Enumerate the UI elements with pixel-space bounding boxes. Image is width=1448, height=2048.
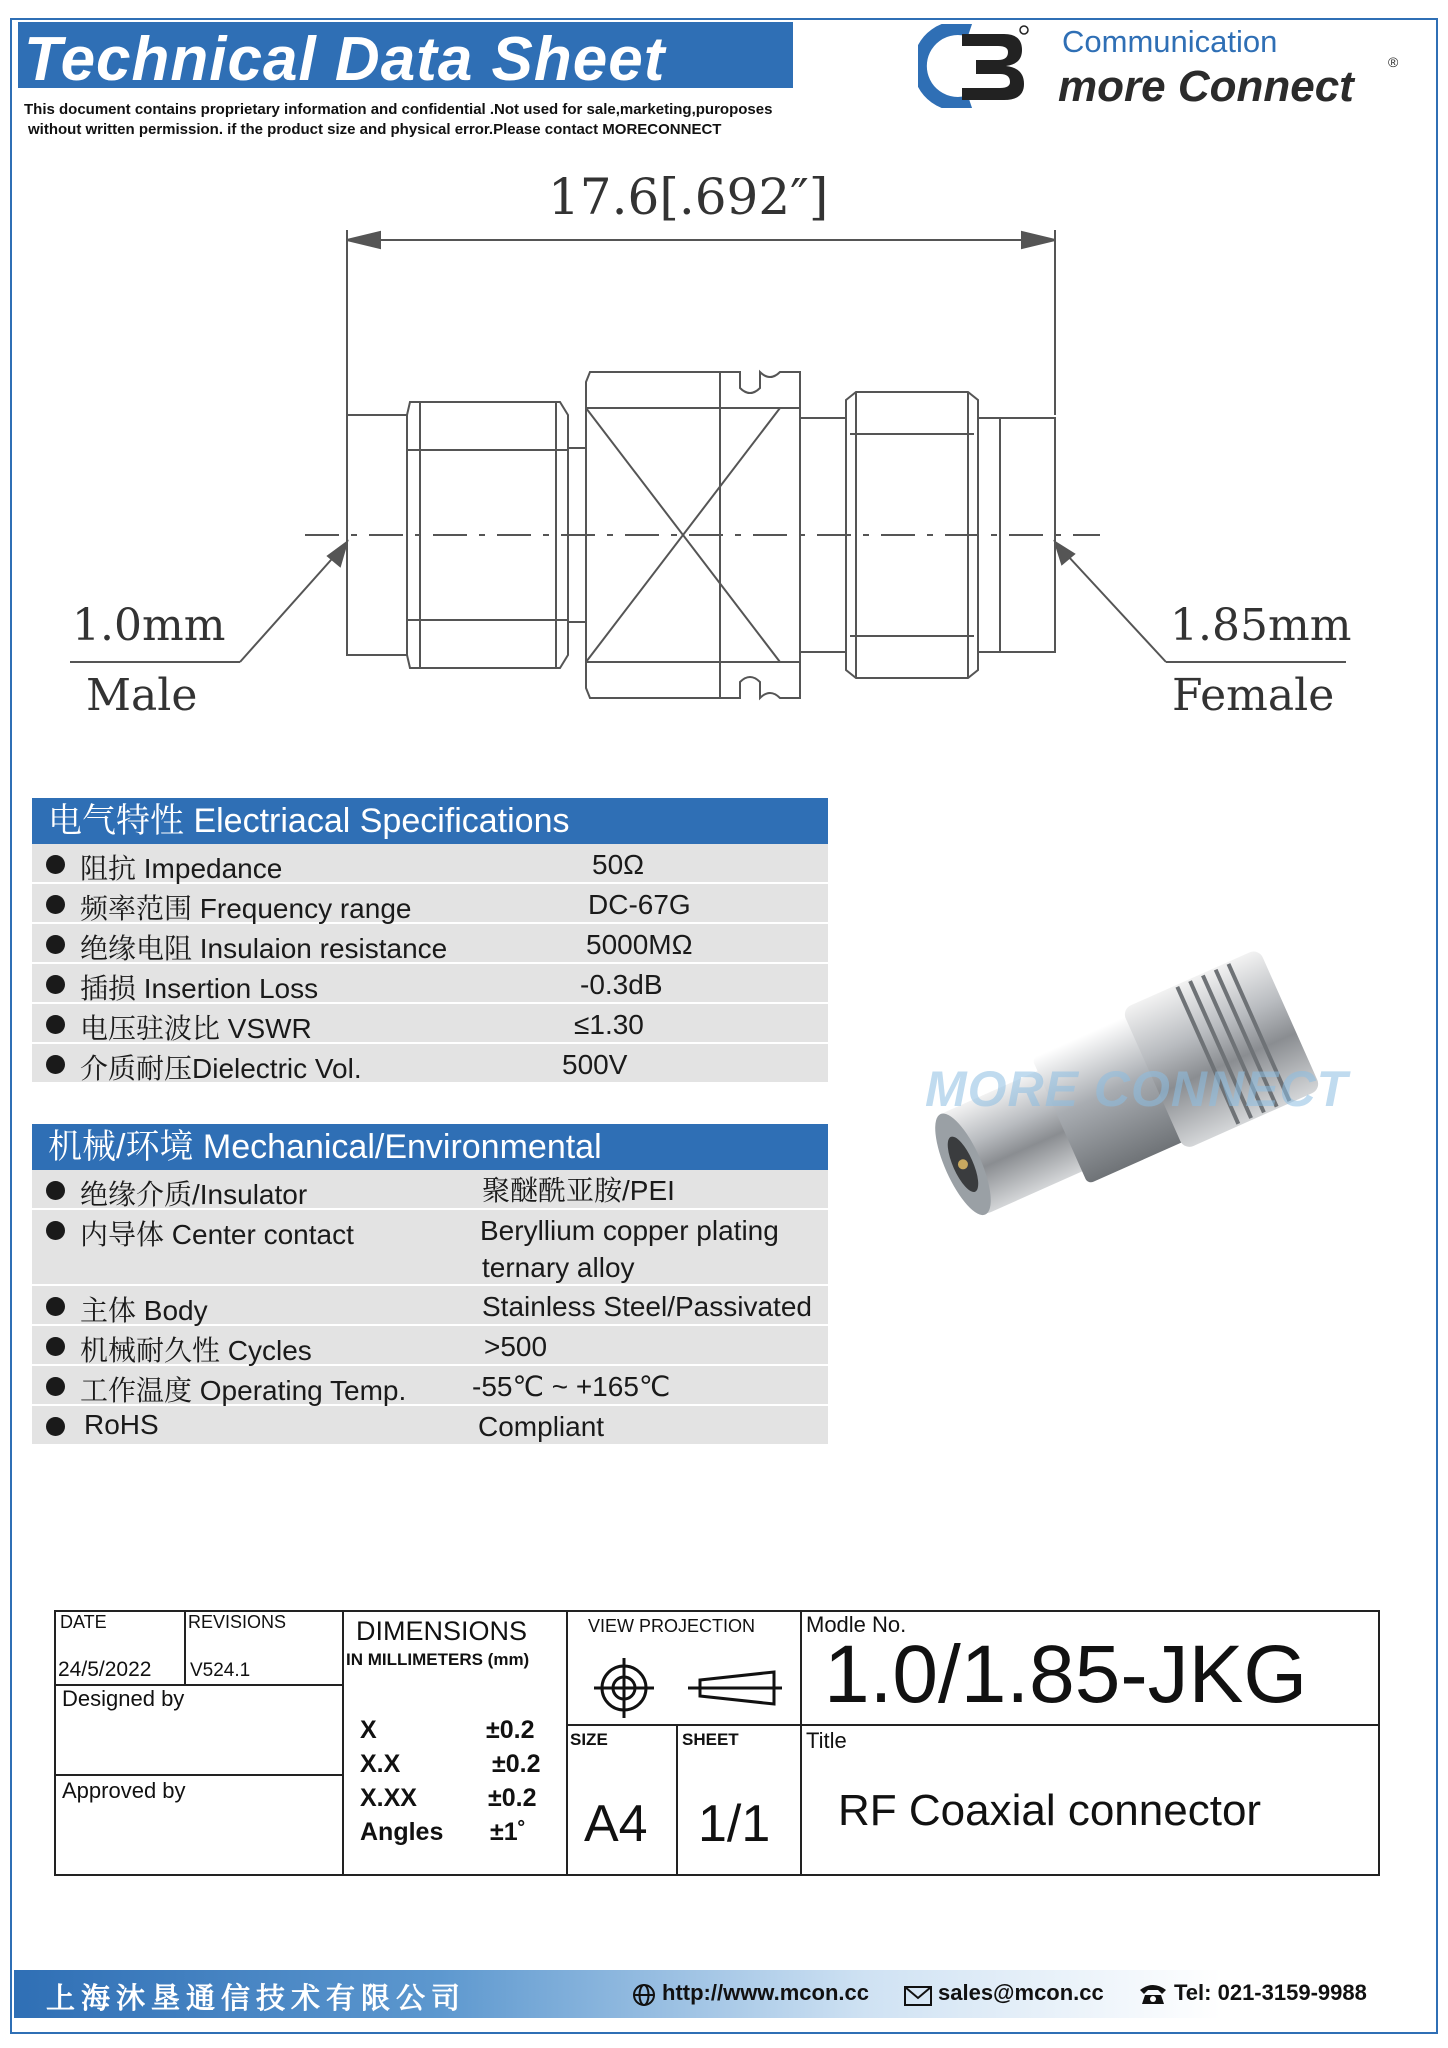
title-label: Title <box>806 1728 847 1753</box>
bullet-icon <box>46 975 65 994</box>
mechanical-heading: 机械/环境 Mechanical/Environmental <box>32 1124 828 1170</box>
tb-divider <box>342 1610 344 1876</box>
bullet-icon <box>46 1015 65 1034</box>
tolerance-value: ±1˚ <box>490 1818 526 1846</box>
mail-icon <box>904 1986 932 2006</box>
spec-label: 阻抗 Impedance <box>80 853 283 884</box>
date-value: 24/5/2022 <box>58 1658 152 1681</box>
title-banner <box>18 22 793 94</box>
electrical-specs <box>32 798 828 1084</box>
spec-value: ≤1.30 <box>574 1009 644 1040</box>
spec-row <box>32 1366 828 1406</box>
spec-value: 500V <box>562 1049 628 1080</box>
tolerance-key: X.X <box>360 1750 401 1778</box>
spec-row <box>32 844 828 884</box>
spec-row <box>32 924 828 964</box>
tolerance-key: X <box>360 1716 377 1744</box>
left-size-label: 1.0mm <box>72 600 226 651</box>
right-size-label: 1.85mm <box>1170 600 1352 651</box>
bullet-icon <box>46 1337 65 1356</box>
spec-label: 介质耐压Dielectric Vol. <box>80 1053 362 1084</box>
mc-logo-icon <box>918 24 1030 108</box>
bullet-icon <box>46 855 65 874</box>
spec-label: 主体 Body <box>80 1295 208 1326</box>
spec-row <box>32 1286 828 1326</box>
tolerance-value: ±0.2 <box>492 1750 541 1778</box>
tb-divider <box>800 1610 802 1876</box>
brand-communication: Communication <box>1062 24 1278 59</box>
globe-icon <box>632 1983 656 2007</box>
tb-divider <box>54 1774 344 1776</box>
tolerance-value: ±0.2 <box>488 1784 537 1812</box>
spec-value: Stainless Steel/Passivated <box>482 1291 812 1322</box>
footer-phone: Tel: 021-3159-9988 <box>1174 1980 1367 2005</box>
spec-row <box>32 1044 828 1084</box>
spec-label: 插损 Insertion Loss <box>80 973 319 1004</box>
spec-row <box>32 1406 828 1446</box>
spec-value: 5000MΩ <box>586 929 693 960</box>
sheet-value: 1/1 <box>698 1795 771 1853</box>
spec-label: 内导体 Center contact <box>80 1219 354 1250</box>
bullet-icon <box>46 1221 65 1240</box>
spec-value: -55℃ ~ +165℃ <box>472 1371 671 1402</box>
disclaimer-line-1: This document contains proprietary information and confidential .Not used for sale,marketing,puroposes <box>24 101 773 118</box>
dimensions-subtitle: IN MILLIMETERS (mm) <box>346 1650 530 1669</box>
spec-row <box>32 964 828 1004</box>
spec-row <box>32 1210 828 1286</box>
spec-value: -0.3dB <box>580 969 663 1000</box>
tb-divider <box>676 1724 678 1876</box>
page-title: Technical Data Sheet <box>24 25 666 94</box>
bullet-icon <box>46 935 65 954</box>
tb-divider <box>800 1724 1380 1726</box>
spec-label: 机械耐久性 Cycles <box>80 1335 312 1366</box>
revisions-label: REVISIONS <box>188 1612 287 1632</box>
spec-value: 聚醚酰亚胺/PEI <box>482 1175 675 1206</box>
spec-value: 50Ω <box>592 849 645 880</box>
product-title: RF Coaxial connector <box>838 1786 1262 1835</box>
right-gender-label: Female <box>1172 670 1335 721</box>
spec-label: 频率范围 Frequency range <box>80 893 412 924</box>
tolerance-key: Angles <box>360 1818 444 1846</box>
spec-row <box>32 1326 828 1366</box>
bullet-icon <box>46 1297 65 1316</box>
spec-value: Beryllium copper plating <box>480 1215 779 1246</box>
spec-label: RoHS <box>84 1409 159 1440</box>
bullet-icon <box>46 1377 65 1396</box>
footer-website-link[interactable]: http://www.mcon.cc <box>662 1980 869 2005</box>
spec-label: 工作温度 Operating Temp. <box>80 1375 407 1406</box>
spec-row <box>32 884 828 924</box>
spec-value-continued: ternary alloy <box>482 1252 635 1283</box>
revisions-value: V524.1 <box>190 1660 251 1681</box>
tolerance-key: X.XX <box>360 1784 417 1812</box>
connector-drawing <box>60 170 1380 735</box>
spec-value: >500 <box>484 1331 548 1362</box>
electrical-heading: 电气特性 Electriacal Specifications <box>32 798 828 844</box>
designed-by-label: Designed by <box>62 1686 185 1711</box>
disclaimer-line-2: without written permission. if the product size and physical error.Please contact MORECONNECT <box>28 121 722 138</box>
overall-length-label: 17.6[.692″] <box>548 168 829 226</box>
footer-email-link[interactable]: sales@mcon.cc <box>938 1980 1104 2005</box>
size-label: SIZE <box>570 1730 608 1749</box>
registered-mark: ® <box>1388 54 1399 70</box>
tb-divider <box>566 1724 802 1726</box>
tolerance-value: ±0.2 <box>486 1716 535 1744</box>
left-gender-label: Male <box>86 670 198 721</box>
bullet-icon <box>46 1181 65 1200</box>
model-label: Modle No. <box>806 1612 907 1637</box>
sheet-label: SHEET <box>682 1730 739 1749</box>
tb-divider <box>566 1610 568 1876</box>
spec-row <box>32 1004 828 1044</box>
bullet-icon <box>46 1055 65 1074</box>
spec-label: 绝缘介质/Insulator <box>80 1179 308 1210</box>
spec-label: 电压驻波比 VSWR <box>80 1013 312 1044</box>
model-number: 1.0/1.85-JKG <box>824 1629 1308 1720</box>
spec-value: Compliant <box>478 1411 605 1442</box>
approved-by-label: Approved by <box>62 1778 186 1803</box>
disclaimer <box>24 100 824 140</box>
bullet-icon <box>46 895 65 914</box>
first-angle-projection-icon <box>588 1654 784 1720</box>
brand-more-connect: more Connect <box>1058 62 1354 111</box>
view-projection-label: VIEW PROJECTION <box>588 1616 756 1636</box>
tb-divider <box>184 1610 186 1684</box>
dimensions-title: DIMENSIONS <box>356 1616 528 1646</box>
footer-company-name: 上海沐垦通信技术有限公司 <box>46 1981 467 2015</box>
bullet-icon <box>46 1417 65 1436</box>
phone-icon <box>1138 1982 1168 2006</box>
watermark: MORE CONNECT <box>925 1061 1349 1117</box>
spec-value: DC-67G <box>588 889 691 920</box>
mechanical-specs <box>32 1124 828 1446</box>
spec-label: 绝缘电阻 Insulaion resistance <box>80 933 448 964</box>
spec-row <box>32 1170 828 1210</box>
size-value: A4 <box>584 1795 648 1853</box>
date-label: DATE <box>60 1612 107 1632</box>
